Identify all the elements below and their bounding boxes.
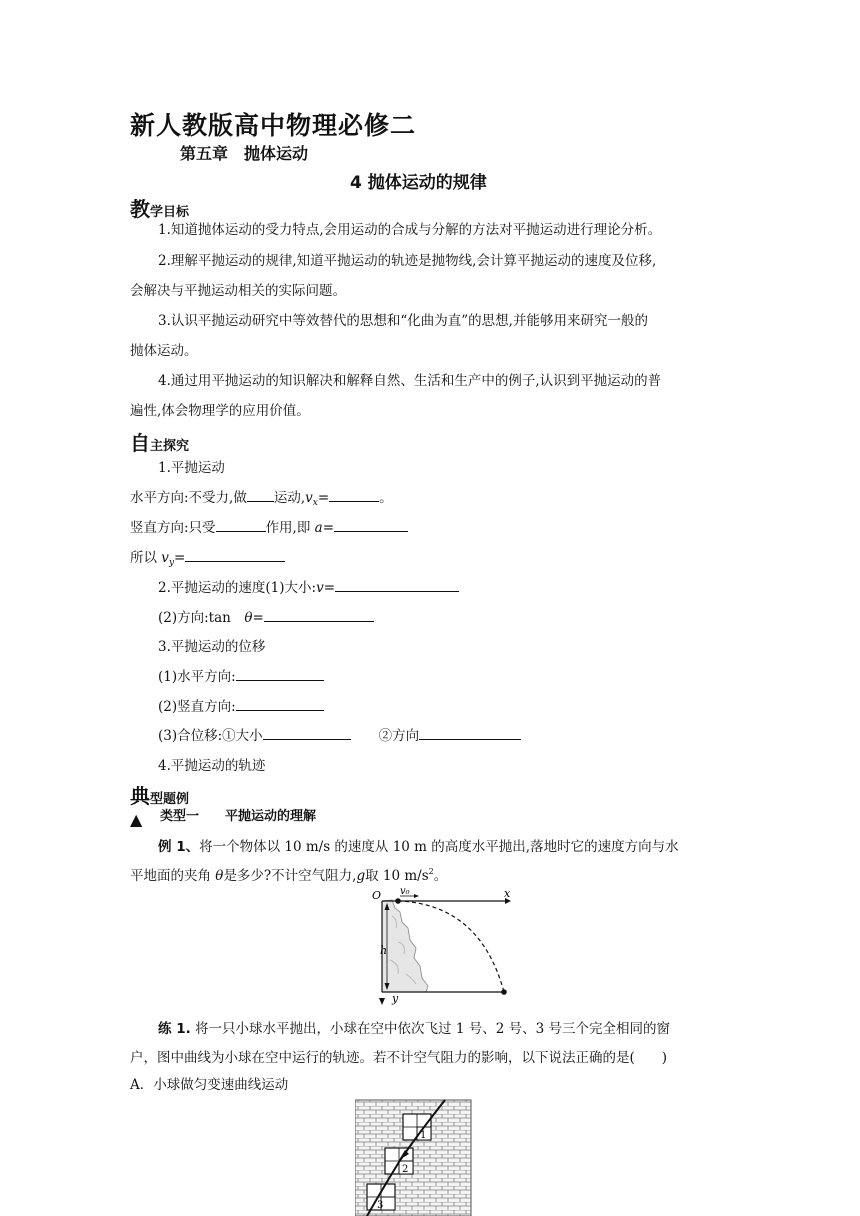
objective-3-cont: 抛体运动。 — [130, 343, 198, 359]
objective-4: 4.通过用平抛运动的知识解决和解释自然、生活和生产中的例子,认识到平抛运动的普 — [158, 373, 662, 389]
explore-vertical: 竖直方向:只受 作用,即 a= — [130, 516, 408, 536]
explore-speed: 2.平抛运动的速度(1)大小:v= — [158, 576, 459, 596]
explore-horizontal: 水平方向:不受力,做 运动$,v_x=$ 。 — [130, 490, 393, 508]
practice-1-line-1: 练 1. 将一只小球水平抛出，小球在空中依次飞过 1 号、2 号、3 号三个完全相同的窗 — [158, 1021, 670, 1037]
objective-4-cont: 遍性,体会物理学的应用价值。 — [130, 403, 310, 419]
landing-point — [501, 989, 507, 995]
origin-label: O — [372, 889, 382, 902]
brick-wall-diagram — [355, 1098, 473, 1216]
velocity-label: v₀ — [400, 886, 410, 897]
explore-so: 所以 $v_y=$ — [130, 546, 285, 566]
objectives-heading: 教学目标 — [130, 197, 190, 221]
examples-heading: 典型题例 — [130, 784, 190, 808]
practice-1-line-2: 户，图中曲线为小球在空中运行的轨迹。若不计空气阻力的影响，以下说法正确的是( ) — [130, 1050, 668, 1066]
blank[interactable] — [236, 697, 324, 711]
y-axis-label: y — [392, 992, 399, 1005]
window-2-label: 2 — [402, 1164, 409, 1175]
triangle-marker-icon: ▲ — [130, 810, 143, 829]
blank[interactable] — [419, 726, 521, 740]
objective-1: 1.知道抛体运动的受力特点,会用运动的合成与分解的方法对平抛运动进行理论分析。 — [158, 222, 662, 238]
objective-3: 3.认识平抛运动研究中等效替代的思想和“化曲为直”的思想,并能够用来研究一般的 — [158, 313, 648, 329]
x-axis-label: x — [504, 887, 511, 900]
blank[interactable] — [334, 518, 408, 532]
blank[interactable] — [335, 578, 459, 592]
cliff-shape — [382, 900, 428, 992]
document-title: 新人教版高中物理必修二 — [130, 111, 417, 140]
window-1-label: 1 — [420, 1130, 427, 1141]
example-1-line-1: 例 1、将一个物体以 10 m/s 的速度从 10 m 的高度水平抛出,落地时它的速度方向与水 — [158, 839, 679, 855]
height-label: h — [380, 944, 388, 957]
blank[interactable] — [185, 548, 285, 562]
projectile-diagram — [370, 886, 520, 1006]
blank[interactable] — [216, 518, 266, 532]
explore-disp-vertical: (2)竖直方向: — [158, 695, 324, 715]
start-point — [395, 898, 401, 904]
example-1-line-2: 平地面的夹角 θ是多少?不计空气阻力,g取 10 $m/s^2$。 — [130, 867, 448, 884]
explore-trajectory: 4.平抛运动的轨迹 — [158, 758, 266, 774]
chapter-title: 第五章 抛体运动 — [180, 144, 309, 163]
explore-heading: 自主探究 — [130, 431, 190, 455]
type-one-heading: 类型一 平抛运动的理解 — [160, 809, 317, 824]
explore-direction: (2)方向:tan θ= — [158, 606, 374, 626]
explore-line-1: 1.平抛运动 — [158, 460, 225, 476]
objective-2-cont: 会解决与平抛运动相关的实际问题。 — [130, 283, 346, 299]
explore-disp-horizontal: (1)水平方向: — [158, 665, 324, 685]
explore-displacement: 3.平抛运动的位移 — [158, 639, 266, 655]
blank[interactable] — [264, 608, 374, 622]
section-title: 4 抛体运动的规律 — [350, 173, 487, 193]
objective-2: 2.理解平抛运动的规律,知道平抛运动的轨迹是抛物线,会计算平抛运动的速度及位移, — [158, 253, 657, 269]
explore-disp-total: (3)合位移:①大小 ②方向 — [158, 724, 521, 744]
blank[interactable] — [329, 488, 379, 502]
blank[interactable] — [263, 726, 351, 740]
blank[interactable] — [247, 488, 274, 502]
blank[interactable] — [236, 667, 324, 681]
window-3-label: 3 — [377, 1200, 384, 1211]
practice-1-option-a: A．小球做匀变速曲线运动 — [130, 1077, 289, 1093]
